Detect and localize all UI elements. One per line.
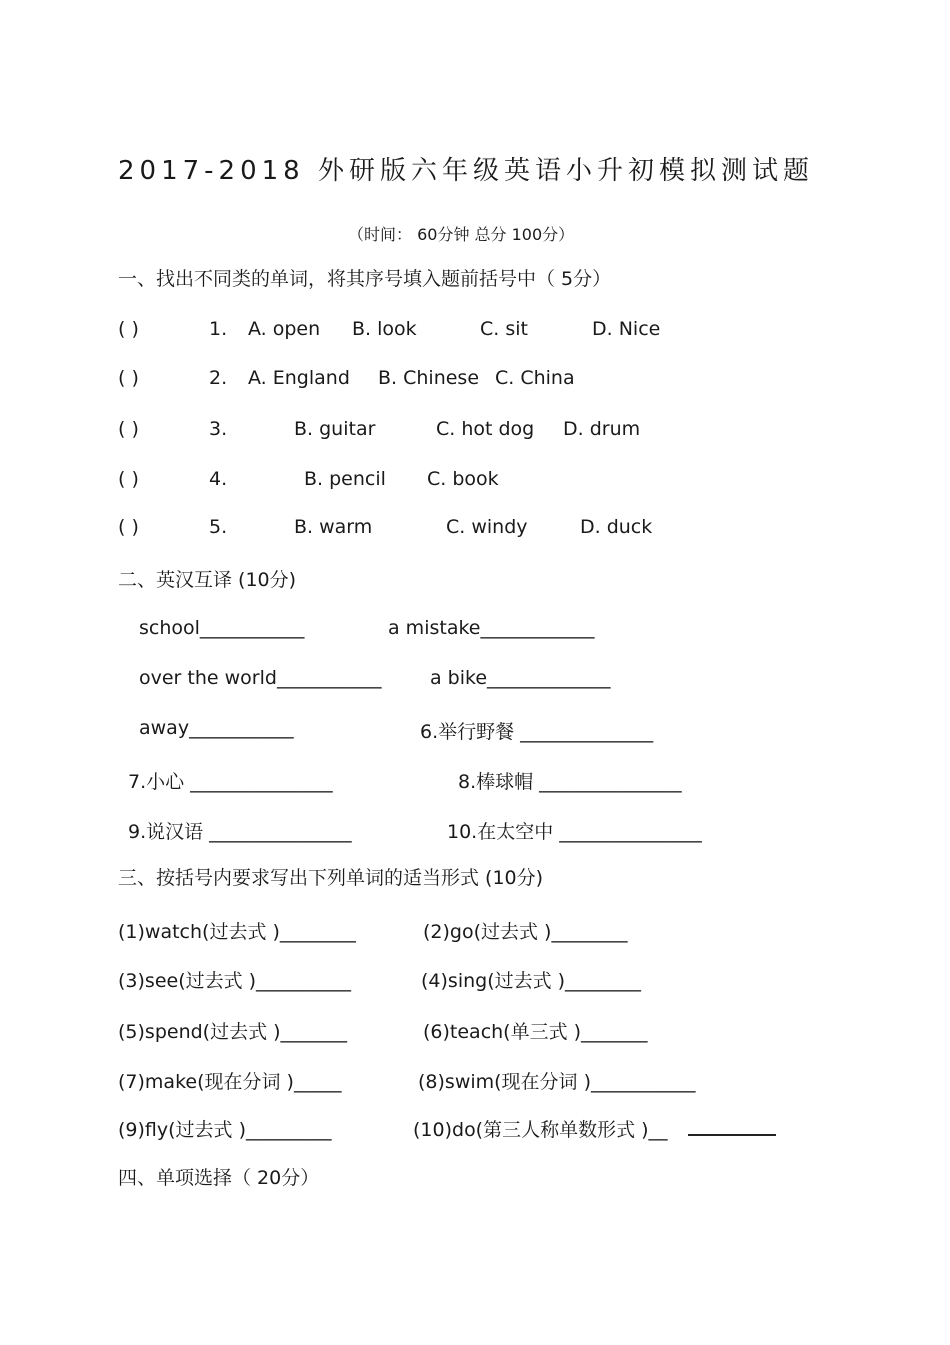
option-c: C. windy	[446, 516, 528, 538]
word-form-item[interactable]: (3)see(过去式 )__________	[118, 970, 352, 992]
translation-item[interactable]: school___________	[139, 617, 305, 639]
answer-paren[interactable]: ( )	[118, 468, 139, 490]
section4-heading: 四、单项选择（ 20分）	[118, 1167, 320, 1189]
translation-item[interactable]: a mistake____________	[388, 617, 595, 639]
option-b: B. pencil	[304, 468, 386, 490]
question-number: 3.	[209, 418, 228, 440]
question-number: 2.	[209, 367, 228, 389]
word-form-item[interactable]: (10)do(第三人称单数形式 )__	[413, 1119, 668, 1141]
word-form-item[interactable]: (1)watch(过去式 )________	[118, 921, 356, 943]
section3-heading: 三、按括号内要求写出下列单词的适当形式 (10分)	[118, 867, 544, 889]
word-form-item[interactable]: (6)teach(单三式 )_______	[423, 1021, 648, 1043]
option-c: C. sit	[480, 318, 528, 340]
question-number: 5.	[209, 516, 228, 538]
word-form-item[interactable]: (5)spend(过去式 )_______	[118, 1021, 348, 1043]
option-d: D. Nice	[592, 318, 661, 340]
translation-item[interactable]: 6.举行野餐 ______________	[420, 721, 654, 743]
option-b: B. warm	[294, 516, 373, 538]
page-title: 2017-2018 外研版六年级英语小升初模拟测试题	[118, 156, 814, 186]
translation-item[interactable]: 10.在太空中 _______________	[447, 821, 702, 843]
exam-info: （时间： 60分钟 总分 100分）	[348, 225, 575, 244]
option-a: A. open	[248, 318, 321, 340]
question-number: 4.	[209, 468, 228, 490]
answer-paren[interactable]: ( )	[118, 318, 139, 340]
answer-paren[interactable]: ( )	[118, 418, 139, 440]
section1-heading: 一、找出不同类的单词，将其序号填入题前括号中（ 5分）	[118, 268, 612, 290]
answer-underline	[688, 1134, 776, 1136]
option-c: C. China	[495, 367, 575, 389]
translation-item[interactable]: 8.棒球帽 _______________	[458, 771, 682, 793]
word-form-item[interactable]: (7)make(现在分词 )_____	[118, 1071, 342, 1093]
option-b: B. look	[352, 318, 417, 340]
word-form-item[interactable]: (2)go(过去式 )________	[423, 921, 628, 943]
translation-item[interactable]: 7.小心 _______________	[128, 771, 333, 793]
word-form-item[interactable]: (8)swim(现在分词 )___________	[418, 1071, 696, 1093]
option-b: B. guitar	[294, 418, 376, 440]
answer-paren[interactable]: ( )	[118, 367, 139, 389]
option-c: C. hot dog	[436, 418, 535, 440]
translation-item[interactable]: a bike_____________	[430, 667, 611, 689]
word-form-item[interactable]: (4)sing(过去式 )________	[421, 970, 642, 992]
translation-item[interactable]: 9.说汉语 _______________	[128, 821, 352, 843]
option-d: D. drum	[563, 418, 641, 440]
translation-item[interactable]: over the world___________	[139, 667, 382, 689]
option-d: D. duck	[580, 516, 653, 538]
option-c: C. book	[427, 468, 499, 490]
question-number: 1.	[209, 318, 228, 340]
option-b: B. Chinese	[378, 367, 480, 389]
word-form-item[interactable]: (9)fly(过去式 )_________	[118, 1119, 332, 1141]
translation-item[interactable]: away___________	[139, 717, 294, 739]
option-a: A. England	[248, 367, 350, 389]
answer-paren[interactable]: ( )	[118, 516, 139, 538]
section2-heading: 二、英汉互译 (10分)	[118, 569, 297, 591]
